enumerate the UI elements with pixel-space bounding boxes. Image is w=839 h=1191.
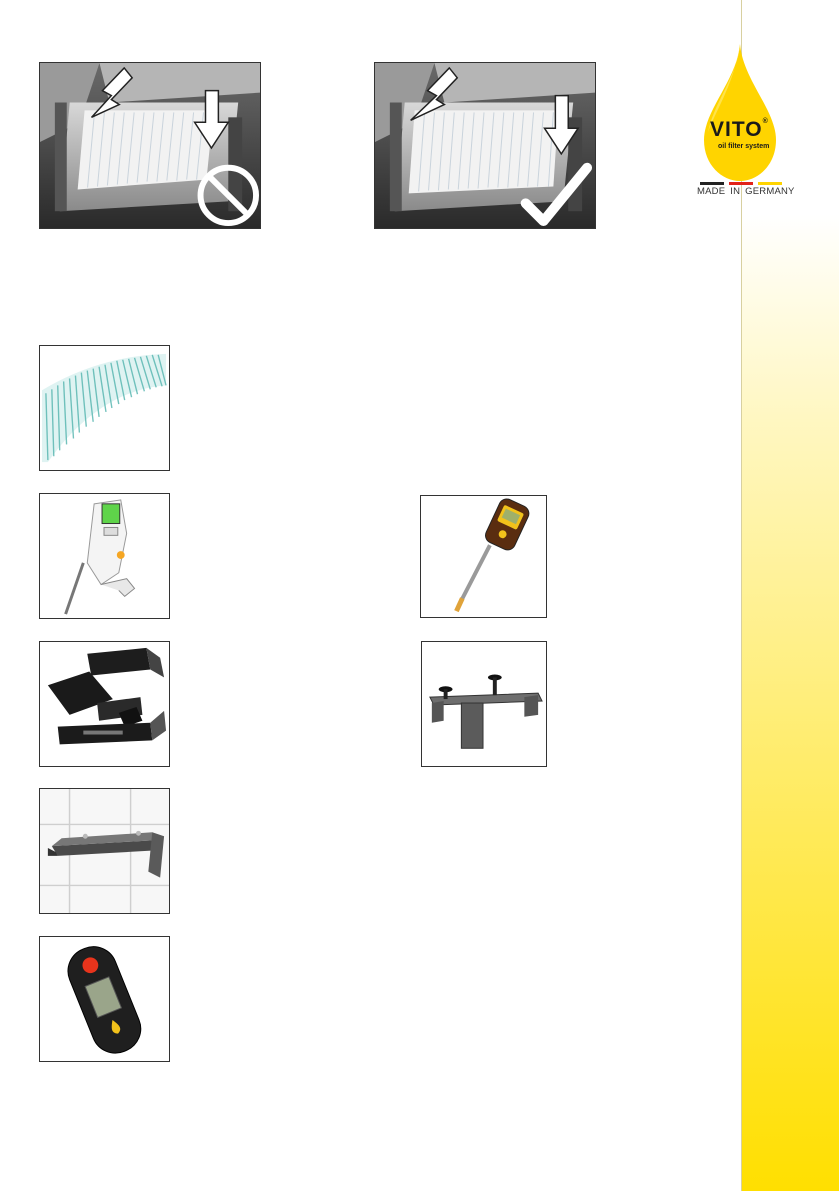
fryer-adapter-plates-photo — [39, 641, 170, 767]
digital-thermometer-probe-photo — [39, 493, 170, 619]
germany-word: GERMANY — [745, 186, 795, 197]
made-word: MADE — [697, 186, 726, 197]
registered-mark: ® — [762, 118, 769, 125]
wall-holder-photo — [39, 788, 170, 914]
in-word: IN — [730, 186, 741, 197]
fryer-mount-bracket-photo — [421, 641, 547, 767]
brand-tagline: oil filter system — [718, 143, 770, 150]
frying-oil-tester-photo — [420, 495, 547, 618]
german-flag-bar — [700, 182, 782, 185]
brand-name-text: VITO — [710, 118, 763, 141]
brand-name — [710, 118, 769, 142]
made-in-germany — [697, 186, 800, 197]
filter-correct-insertion-photo — [374, 62, 596, 229]
pocket-oil-meter-photo — [39, 936, 170, 1062]
filter-wrong-insertion-photo — [39, 62, 261, 229]
paper-filter-strip-photo — [39, 345, 170, 471]
